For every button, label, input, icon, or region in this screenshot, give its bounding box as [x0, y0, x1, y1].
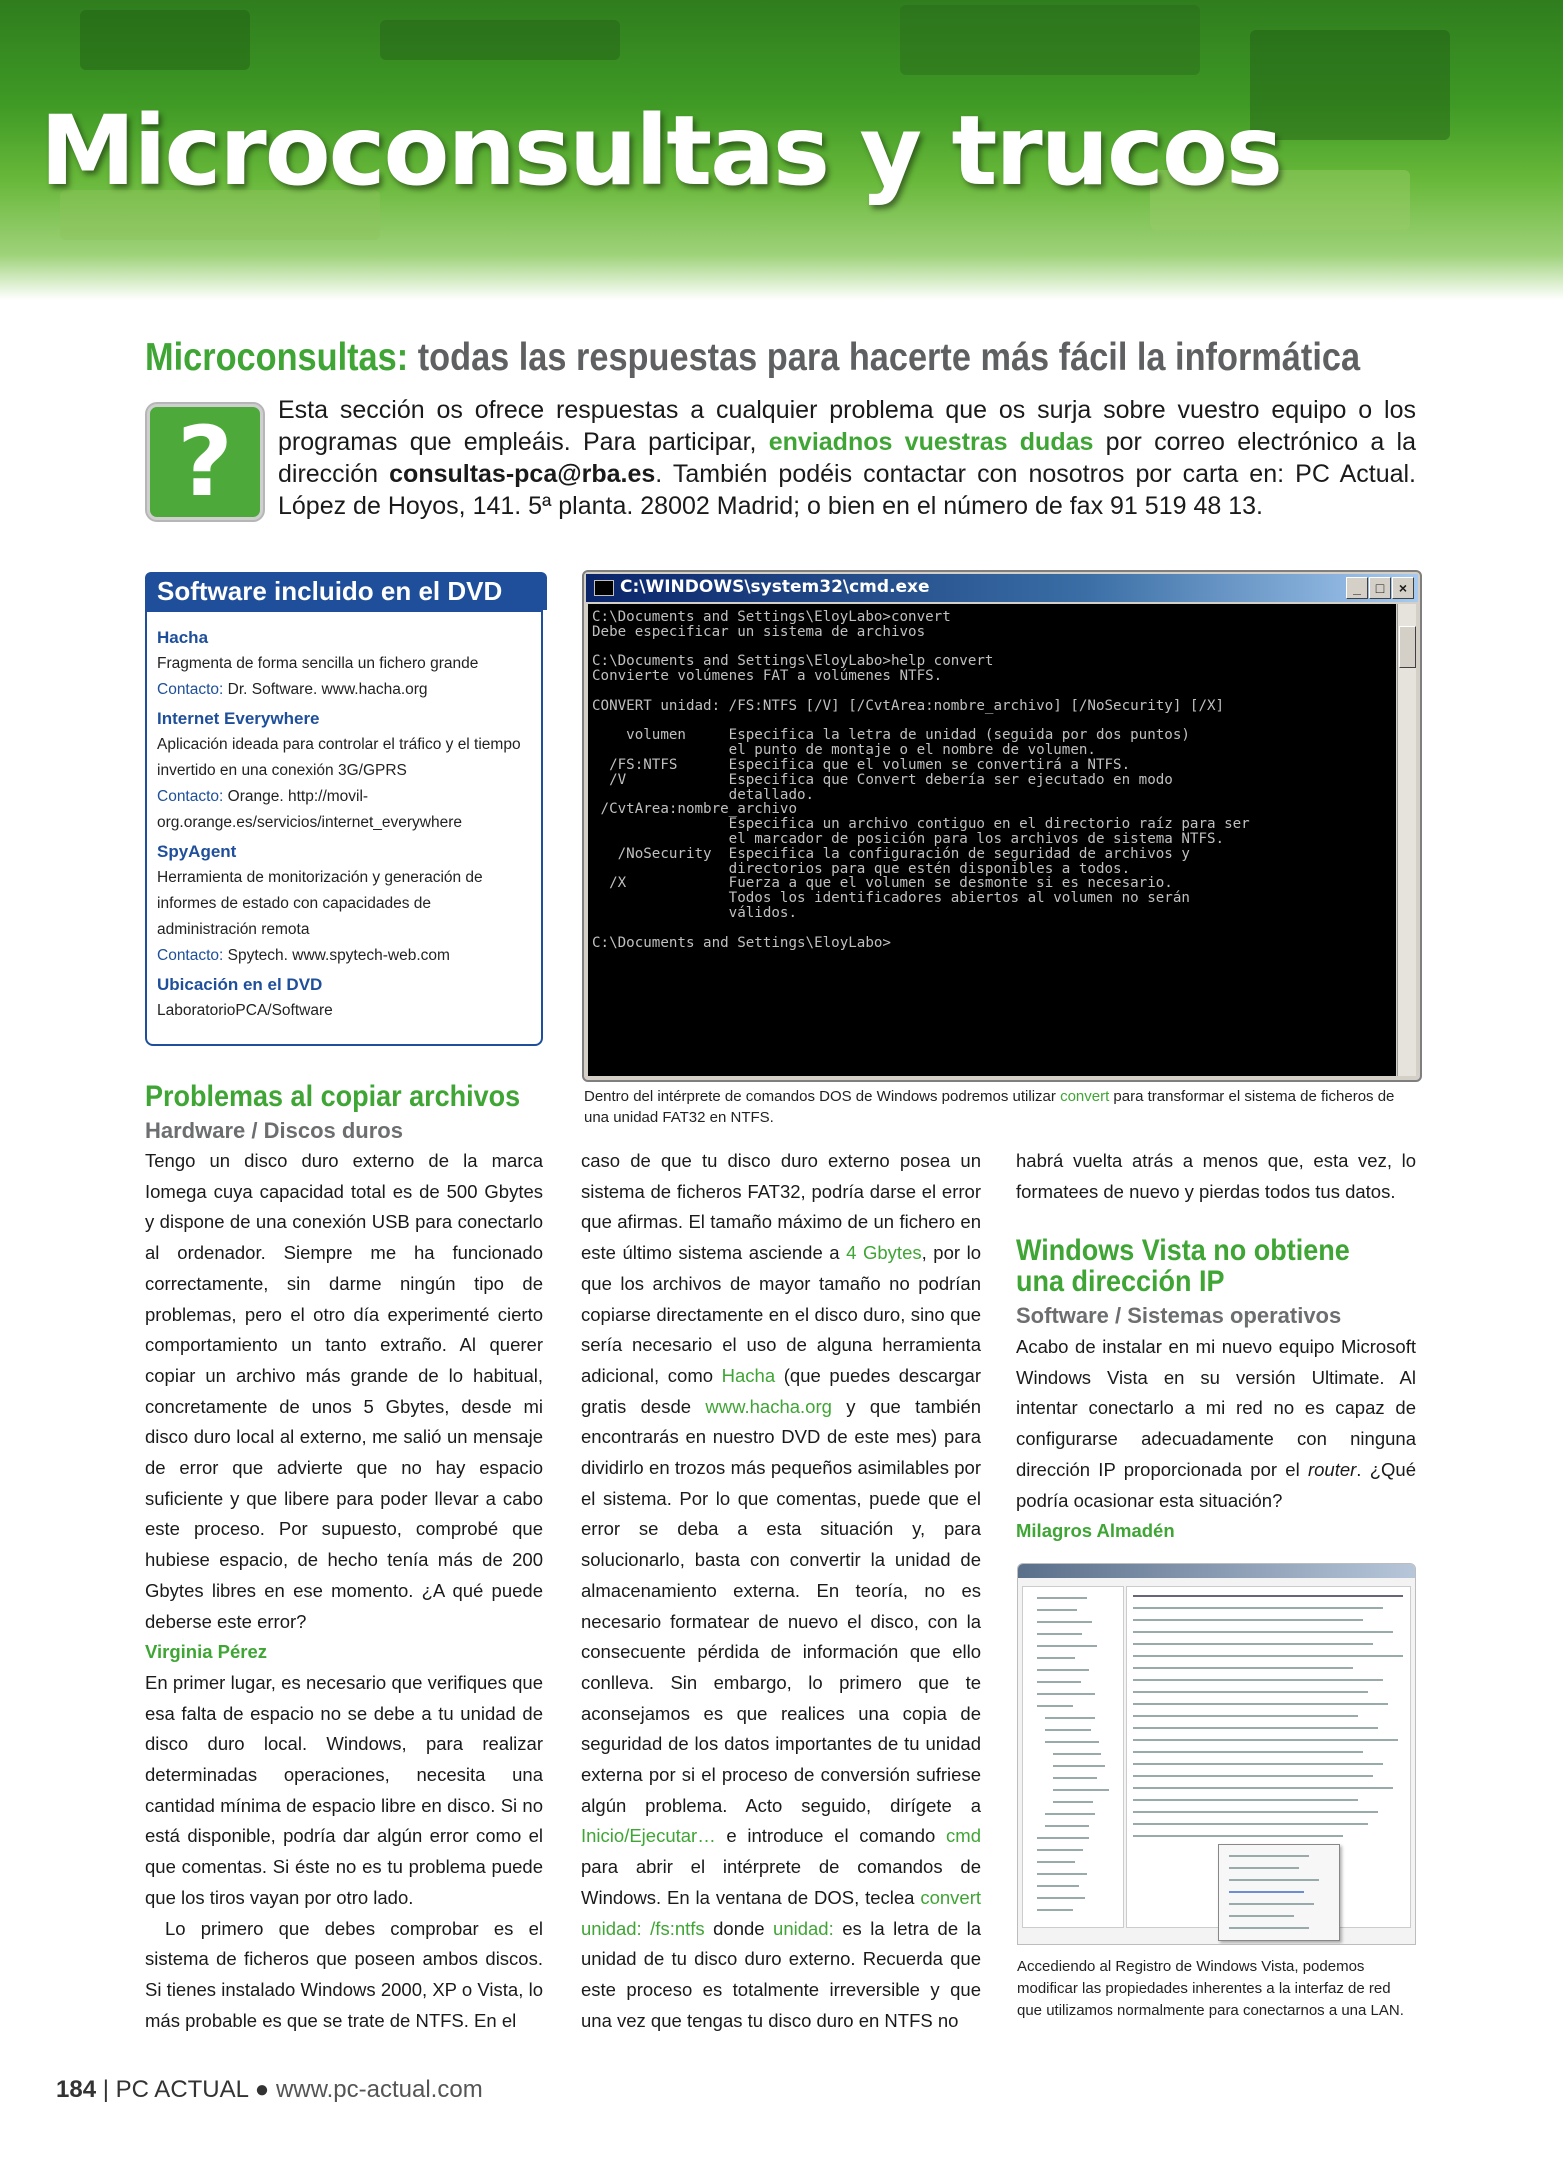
dvd-location: LaboratorioPCA/Software [157, 1002, 333, 1019]
question-author: Milagros Almadén [1016, 1520, 1175, 1542]
cmd-window-screenshot [582, 570, 1422, 1082]
section-title: Microconsultas y trucos [40, 95, 1282, 207]
maximize-icon: □ [1369, 577, 1391, 599]
article-column-2: caso de que tu disco duro externo posea un sistema de ficheros FAT32, podría darse el error que afirmas. El tamaño máximo de un fichero en este último sistema asciende a 4 Gbytes, por lo que los archivos de mayor tamaño no podrían copiarse directamente en el disco duro, sino que sería necesario el uso de alguna herramienta adicional, como Hacha (que puedes descargar gratis desde www.hacha.org y que también encontrarás en nuestro DVD de este mes) para dividirlo en trozos más pequeños asimilables por el sistema. Por lo que comentas, puede que el error se deba a esta situación y, para solucionarlo, basta con convertir la unidad de almacenamiento externa. En teoría, no es necesario formatear de nuevo el disco, con la consecuente pérdida de información que ello conlleva. Sin embargo, lo primero que te aconsejamos es que realices una copia de seguridad de los datos importantes de tu unidad externa por si el proceso de conversión sufriese algún problema. Acto seguido, dirígete a Inicio/Ejecutar… e introduce el comando cmd para abrir el intérprete de comandos de Windows. En la ventana de DOS, teclea convert unidad: /fs:ntfs donde unidad: es la letra de la unidad de tu disco duro externo. Recuerda que este proceso es totalmente irreversible y que una vez que tengas tu disco duro en NTFS no [581, 1150, 981, 2031]
contact-email[interactable]: consultas-pca@rba.es [389, 460, 656, 488]
article-title: Windows Vista no obtiene una dirección IP [1016, 1234, 1350, 1298]
software-contact: Contacto: Orange. http://movil-org.orange.es/servicios/internet_everywhere [157, 788, 462, 831]
header-banner [0, 0, 1563, 300]
article-column-3: habrá vuelta atrás a menos que, esta vez, lo formatees de nuevo y pierdas todos tus datos. [1016, 1150, 1416, 1202]
headline-lead: Microconsultas: [145, 336, 409, 379]
software-box-heading: Software incluido en el DVD [145, 572, 547, 610]
console-icon [594, 580, 614, 596]
close-icon: × [1392, 577, 1414, 599]
software-desc: Herramienta de monitorización y generación de informes de estado con capacidades de administración remota [157, 869, 483, 938]
minimize-icon: _ [1346, 577, 1368, 599]
cmd-output: C:\Documents and Settings\EloyLabo>convert Debe especificar un sistema de archivos C:\Documents and Settings\EloyLabo>help convert Convierte volúmenes FAT a volúmenes NTFS. CONVERT unidad: /FS:NTFS [/V] [/CvtArea:nombre_archivo] [/NoSecurity] [/X] volumen Especifica la letra de unidad (seguida por dos puntos) el punto de montaje o el nombre de volumen. /FS:NTFS Especifica que el volumen se convertirá a NTFS. /V Especifica que Convert debería ser ejecutado en modo detallado. /CvtArea:nombre_archivo Especifica un archivo contiguo en el directorio raíz para ser el marcador de posición para los archivos de sistema NTFS. /NoSecurity Especifica la configuración de seguridad de archivos y directorios para que estén disponibles a todos. /X Fuerza a que el volumen se desmonte si es necesario. Todos los identificadores abiertos al volumen no serán válidos. C:\Documents and Settings\EloyLabo> [588, 604, 1396, 1076]
software-name: Internet Everywhere [157, 709, 320, 728]
article-column-1 [145, 1146, 543, 2036]
website-url[interactable]: www.pc-actual.com [275, 2076, 483, 2103]
article-category: Software / Sistemas operativos [1016, 1303, 1342, 1328]
registry-caption: Accediendo al Registro de Windows Vista, podemos modificar las propiedades inherentes a la interfaz de red que utilizamos normalmente para conectarnos a una LAN. [1017, 1958, 1404, 2019]
question-mark-icon: ? [147, 404, 263, 520]
cmd-scrollbar [1397, 604, 1416, 1076]
software-box [145, 610, 543, 1046]
send-doubts-highlight: enviadnos vuestras dudas [768, 428, 1094, 456]
question-author: Virginia Pérez [145, 1641, 268, 1663]
article-category: Hardware / Discos duros [145, 1118, 403, 1143]
headline-rest: todas las respuestas para hacerte más fácil la informática [408, 336, 1361, 379]
software-contact: Contacto: Dr. Software. www.hacha.org [157, 681, 428, 698]
page-footer: 184 | PC ACTUAL ● www.pc-actual.com [56, 2076, 483, 2103]
software-contact: Contacto: Spytech. www.spytech-web.com [157, 947, 450, 964]
answer-paragraph: Lo primero que debes comprobar es el sistema de ficheros que poseen ambos discos. Si tienes instalado Windows 2000, XP o Vista, lo más probable es que se trate de NTFS. En el [145, 1917, 543, 2031]
answer-paragraph: En primer lugar, es necesario que verifiques que esa falta de espacio no se debe a tu unidad de disco duro local. Windows, para realizar determinadas operaciones, necesita una cantidad mínima de espacio libre en disco. Si no está disponible, podría dar algún error como el que comentas. Si éste no es tu problema puede que los tiros vayan por otro lado. [145, 1671, 543, 1908]
software-name: Hacha [157, 628, 209, 647]
article-title: Problemas al copiar archivos [145, 1080, 521, 1113]
cmd-caption: Dentro del intérprete de comandos DOS de Windows podremos utilizar convert para transformar el sistema de ficheros de una unidad FAT32 en NTFS. [584, 1088, 1395, 1126]
intro-paragraph: Esta sección os ofrece respuestas a cualquier problema que os surja sobre vuestro equipo o los programas que empleáis. Para participar, enviadnos vuestras dudas por correo electrónico a la dirección consultas-pca@rba.es. También podéis contactar con nosotros por carta en: PC Actual. López de Hoyos, 141. 5ª planta. 28002 Madrid; o bien en el número de fax 91 519 48 13. [278, 396, 1417, 520]
software-desc: Fragmenta de forma sencilla un fichero grande [157, 655, 479, 672]
article2-question: Acabo de instalar en mi nuevo equipo Microsoft Windows Vista en su versión Ultimate. Al intentar conectarlo a mi red no es capaz de configurarse adecuadamente con ninguna dirección IP proporcionada por el router. ¿Qué podría ocasionar esta situación? Milagros Almadén [1016, 1332, 1416, 1547]
cmd-title: C:\WINDOWS\system32\cmd.exe [620, 577, 930, 597]
software-desc: Aplicación ideada para controlar el tráfico y el tiempo invertido en una conexión 3G/GPRS [157, 736, 521, 779]
page-number: 184 [56, 2076, 97, 2103]
cmd-title-bar [586, 574, 1418, 602]
magazine-name: PC ACTUAL [115, 2076, 249, 2103]
dvd-location-label: Ubicación en el DVD [157, 975, 323, 994]
software-name: SpyAgent [157, 842, 237, 861]
registry-editor-screenshot [1017, 1563, 1416, 1945]
question-text: Tengo un disco duro externo de la marca Iomega cuya capacidad total es de 500 Gbytes y dispone de una conexión USB para conectarlo al ordenador. Siempre me ha funcionado correctamente, sin darme ningún tipo de problemas, pero el otro día experimenté cierto comportamiento un tanto extraño. Al querer copiar un archivo más grande de lo habitual, concretamente de unos 5 Gbytes, desde mi disco duro local al externo, me salió un mensaje de error que advierte que no hay espacio suficiente y que libere para poder llevar a cabo este proceso. Por supuesto, comprobé que hubiese espacio, de hecho tenía más de 200 Gbytes libres en ese momento. ¿A qué puede deberse este error? [145, 1150, 543, 1632]
headline [145, 336, 1361, 380]
hacha-link[interactable]: www.hacha.org [705, 1395, 832, 1417]
